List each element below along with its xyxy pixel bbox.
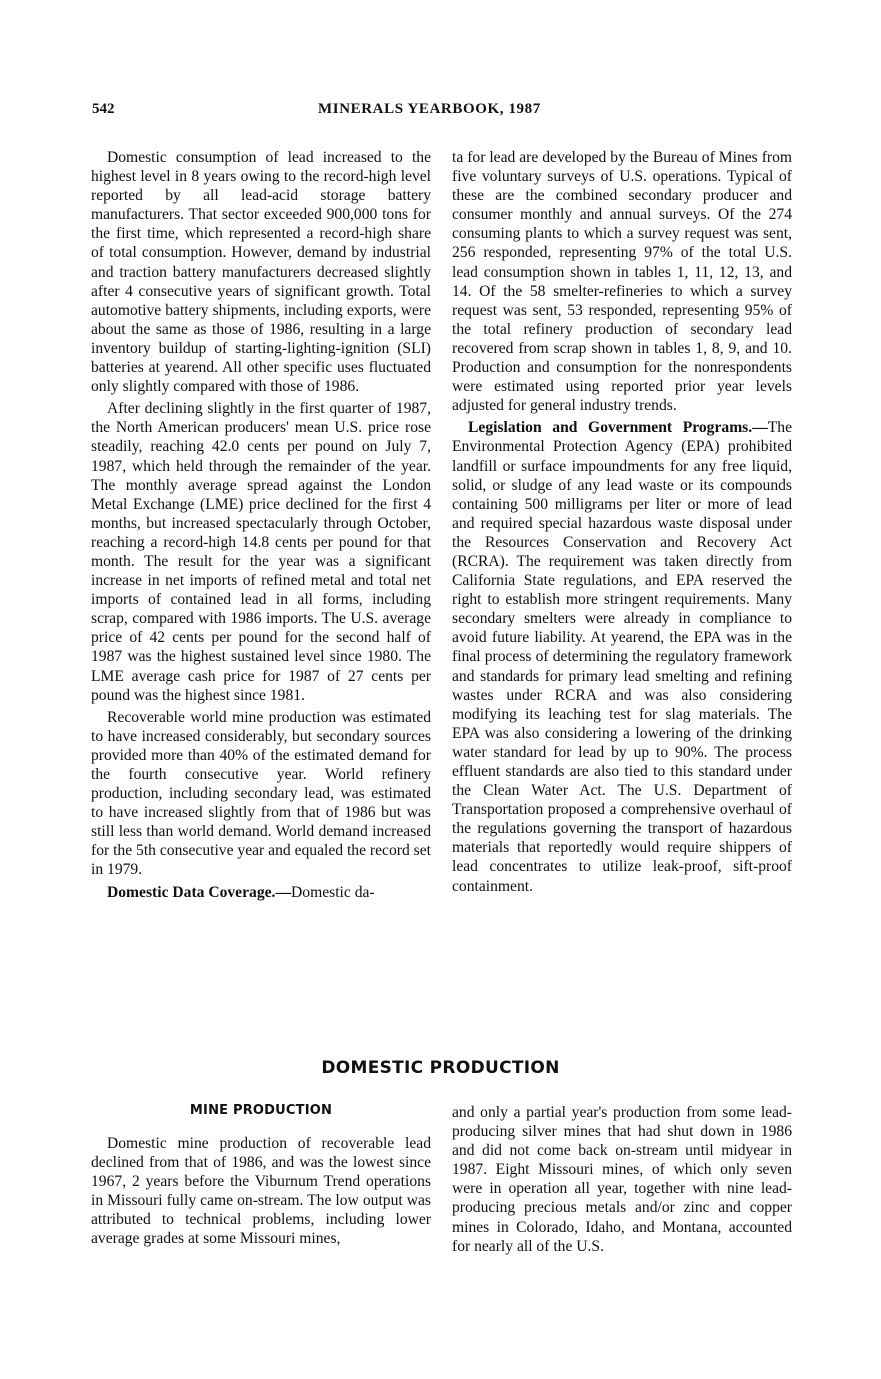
page-header	[92, 101, 792, 125]
paragraph-world-production: Recoverable world mine production was estimated to have increased considerably, but secondary sources provided more than 40% of the estimated demand for the fourth consecutive year. World refinery production, including secondary lead, was estimated to have increased slightly from that of 1986 but was still less than world demand. World demand increased for the 5th consecutive year and equaled the record set in 1979.	[91, 708, 431, 879]
paragraph-price: After declining slightly in the first quarter of 1987, the North American producers' mean U.S. price rose steadily, reaching 42.0 cents per pound on July 7, 1987, which held through the remainder of the year. The monthly average spread against the London Metal Exchange (LME) price declined for the first 4 months, but increased spectacularly through October, reaching a record-high 14.8 cents per pound for that month. The result for the year was a significant increase in net imports of refined metal and total net imports of contained lead in all forms, including scrap, compared with 1986 imports. The U.S. average price of 42 cents per pound for the second half of 1987 was the highest sustained level since 1980. The LME average cash price for 1987 of 27 cents per pound was the highest since 1981.	[91, 400, 431, 704]
paragraph-mine-production: Domestic mine production of recoverable lead declined from that of 1986, and was the lowest since 1967, 2 years before the Viburnum Trend operations in Missouri fully came on-stream. The low output was attributed to technical problems, including lower average grades at some Missouri mines,	[91, 1135, 431, 1248]
data-coverage-start-text: Domestic da-	[291, 883, 375, 901]
running-title: MINERALS YEARBOOK, 1987	[318, 101, 541, 117]
right-column-top	[452, 148, 792, 896]
data-coverage-heading: Domestic Data Coverage.—	[107, 883, 292, 901]
legislation-text: The Environmental Protection Agency (EPA) prohibited landfill or surface impoundments for any free liquid, solid, or sludge of any lead waste or its compounds containing 500 milligrams per liter or more of lead and required special hazardous waste disposal under the Resources Conservation and Recovery Act (RCRA). The requirement was taken directly from California State regulations, and EPA reserved the right to establish more stringent requirements. Many secondary smelters were already in compliance to avoid future liability. At yearend, the EPA was in the final process of determining the regulatory framework and standards for primary lead smelting and refining wastes under RCRA and was also considering modifying its leaching test for slag materials. The EPA was also considering a lowering of the drinking water standard for lead by up to 90%. The process effluent standards are also tied to this standard under the Clean Water Act. The U.S. Department of Transportation proposed a comprehensive overhaul of the regulations governing the transport of hazardous materials that reportedly would require shippers of lead concentrates to utilize leak-proof, sift-proof containment.	[452, 419, 792, 895]
legislation-heading: Legislation and Government Programs.—	[468, 419, 768, 437]
section-heading: DOMESTIC PRODUCTION	[321, 1058, 560, 1078]
sub-heading: MINE PRODUCTION	[189, 1103, 333, 1118]
page-number: 542	[92, 101, 115, 117]
right-column-bottom	[452, 1103, 792, 1256]
left-column-top	[91, 148, 431, 902]
paragraph-mine-production-continued: and only a partial year's production from some lead-producing silver mines that had shut down in 1986 and did not come back on-stream until midyear in 1987. Eight Missouri mines, of which only seven were in operation all year, together with nine lead-producing precious metals and/or zinc and copper mines in Colorado, Idaho, and Montana, accounted for nearly all of the U.S.	[452, 1104, 792, 1255]
left-column-bottom	[91, 1134, 431, 1249]
paragraph-data-coverage-start	[91, 883, 431, 902]
paragraph-consumption: Domestic consumption of lead increased to the highest level in 8 years owing to the record-high level reported by all lead-acid storage battery manufacturers. That sector exceeded 900,000 tons for the first time, which represented a record-high share of total consumption. However, demand by industrial and traction battery manufacturers decreased slightly after 4 consecutive years of significant growth. Total automotive battery shipments, including exports, were about the same as those of 1986, resulting in a large inventory buildup of starting-lighting-ignition (SLI) batteries at yearend. All other specific uses fluctuated only slightly compared with those of 1986.	[91, 149, 431, 396]
paragraph-data-coverage-continued: ta for lead are developed by the Bureau of Mines from five voluntary surveys of U.S. operations. Typical of these are the combined secondary producer and consumer monthly and annual surveys. Of the 274 consuming plants to which a survey request was sent, 256 responded, representing 97% of the total U.S. lead consumption shown in tables 1, 11, 12, 13, and 14. Of the 58 smelter-refineries to which a survey request was sent, 53 responded, representing 95% of the total refinery production of secondary lead recovered from scrap shown in tables 1, 8, 9, and 10. Production and consumption for the nonrespondents were estimated using reported prior year levels adjusted for general industry trends.	[452, 149, 792, 415]
paragraph-legislation	[452, 418, 792, 895]
